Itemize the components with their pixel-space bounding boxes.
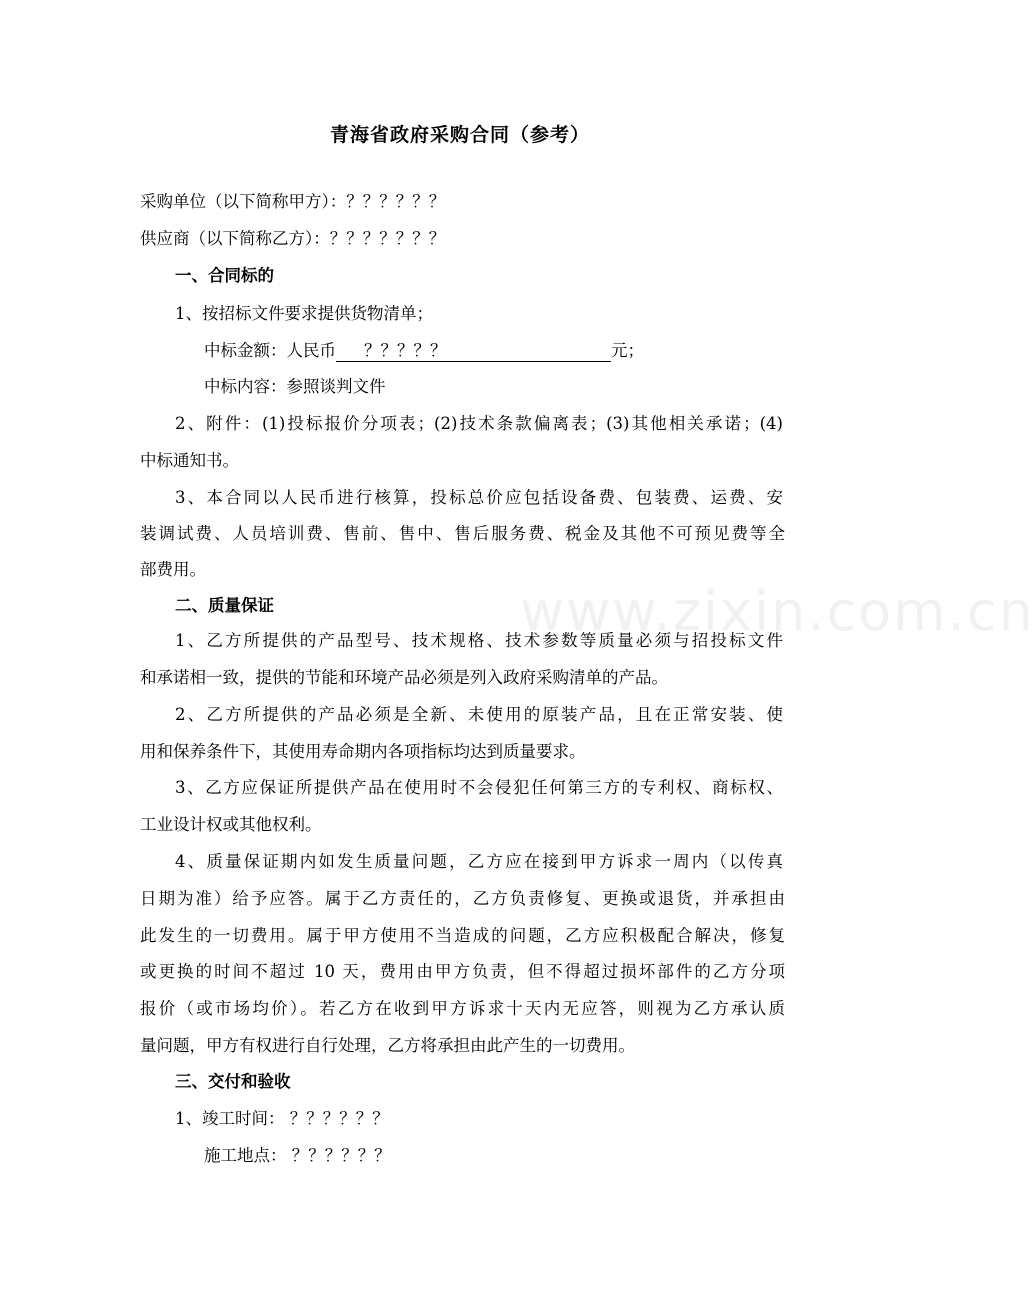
s2-p4-line1: 4、质量保证期内如发生质量问题，乙方应在接到甲方诉求一周内（以传真 bbox=[175, 852, 783, 871]
document-title: 青海省政府采购合同（参考） bbox=[329, 124, 590, 146]
bid-amount-line bbox=[204, 332, 849, 369]
s1-item2-line2: 中标通知书。 bbox=[140, 451, 239, 470]
bid-amount-value: ？？？？？ bbox=[336, 341, 611, 362]
s1-item3-line1: 3、本合同以人民币进行核算，投标总价应包括设备费、包装费、运费、安 bbox=[175, 488, 783, 507]
supplier-line: 供应商（以下简称乙方）：？？？？？？？ bbox=[140, 229, 446, 248]
bid-amount-unit: 元； bbox=[611, 341, 644, 360]
bid-content-line: 中标内容：参照谈判文件 bbox=[204, 377, 386, 396]
s2-p3-line2: 工业设计权或其他权利。 bbox=[140, 815, 322, 834]
s2-p2-line1: 2、乙方所提供的产品必须是全新、未使用的原装产品，且在正常安装、使 bbox=[175, 705, 783, 724]
s2-p4-line5: 报价（或市场均价）。若乙方在收到甲方诉求十天内无应答，则视为乙方承认质 bbox=[140, 999, 785, 1018]
watermark: www.zixin.com.cn bbox=[520, 580, 1035, 643]
s2-p4-line4: 或更换的时间不超过 10 天，费用由甲方负责，但不得超过损坏部件的乙方分项 bbox=[140, 962, 785, 981]
s3-item1: 1、竣工时间： ？？？？？？ bbox=[175, 1109, 389, 1128]
section-3-heading: 三、交付和验收 bbox=[175, 1072, 291, 1091]
s1-item3-line2: 装调试费、人员培训费、售前、售中、售后服务费、税金及其他不可预见费等全 bbox=[140, 524, 785, 543]
s2-p1-line1: 1、乙方所提供的产品型号、技术规格、技术参数等质量必须与招投标文件 bbox=[175, 631, 783, 650]
bid-amount-label: 中标金额：人民币 bbox=[204, 341, 336, 360]
s1-item1: 1、按招标文件要求提供货物清单； bbox=[175, 304, 433, 323]
s1-item3-line3: 部费用。 bbox=[140, 560, 206, 579]
section-2-heading: 二、质量保证 bbox=[175, 596, 274, 615]
s2-p4-line3: 此发生的一切费用。属于甲方使用不当造成的问题，乙方应积极配合解决，修复 bbox=[140, 926, 785, 945]
s2-p4-line6: 量问题，甲方有权进行自行处理，乙方将承担由此产生的一切费用。 bbox=[140, 1036, 635, 1055]
purchaser-line: 采购单位（以下简称甲方）：？？？？？？ bbox=[140, 192, 446, 211]
s2-p4-line2: 日期为准）给予应答。属于乙方责任的，乙方负责修复、更换或退货，并承担由 bbox=[140, 889, 785, 908]
s2-p1-line2: 和承诺相一致，提供的节能和环境产品必须是列入政府采购清单的产品。 bbox=[140, 668, 668, 687]
s2-p2-line2: 用和保养条件下，其使用寿命期内各项指标均达到质量要求。 bbox=[140, 742, 586, 761]
s3-site: 施工地点： ？？？？？？ bbox=[204, 1146, 391, 1165]
section-1-heading: 一、合同标的 bbox=[175, 266, 274, 285]
s2-p3-line1: 3、乙方应保证所提供产品在使用时不会侵犯任何第三方的专利权、商标权、 bbox=[175, 778, 783, 797]
s1-item2-line1: 2、附件：(1)投标报价分项表；(2)技术条款偏离表；(3)其他相关承诺；(4) bbox=[175, 414, 783, 433]
